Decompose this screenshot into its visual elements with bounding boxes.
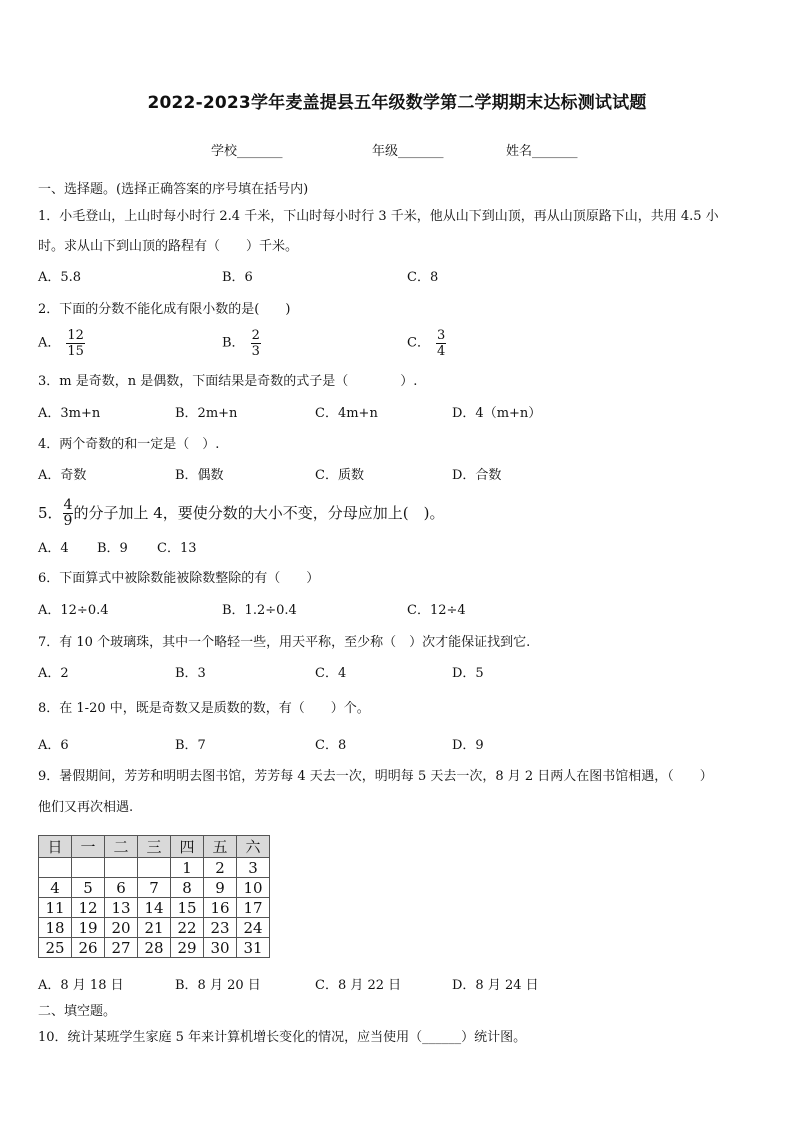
fraction-3-4 — [436, 328, 446, 359]
calendar-cell — [105, 858, 138, 878]
question-7-option-c: C．4 — [315, 666, 347, 681]
question-9-line2: 他们又再次相遇. — [38, 800, 134, 815]
question-5-text: 的分子加上 4，要使分数的大小不变，分母应加上( )。 — [73, 504, 445, 522]
calendar-cell: 2 — [204, 858, 237, 878]
calendar-cell: 17 — [237, 898, 270, 918]
question-8-option-a: A．6 — [38, 738, 69, 753]
calendar-row — [39, 938, 270, 958]
calendar-cell: 24 — [237, 918, 270, 938]
question-5-option-c: C．13 — [157, 541, 197, 556]
fraction-2-3 — [251, 328, 261, 359]
question-1-line1: 1．小毛登山，上山时每小时行 2.4 千米，下山时每小时行 3 千米，他从山下到山顶，再从山顶原路下山，共用 4.5 小 — [38, 209, 719, 224]
question-10: 10．统计某班学生家庭 5 年来计算机增长变化的情况，应当使用（______）统计图。 — [38, 1030, 527, 1045]
calendar-cell: 4 — [39, 878, 72, 898]
question-4-option-a: A．奇数 — [38, 468, 87, 483]
question-5 — [38, 494, 758, 531]
calendar-cell: 7 — [138, 878, 171, 898]
calendar-cell: 10 — [237, 878, 270, 898]
calendar-row — [39, 858, 270, 878]
fraction-4-9 — [63, 498, 74, 529]
question-4: 4．两个奇数的和一定是（ ）. — [38, 437, 220, 452]
question-6-option-a: A．12÷0.4 — [38, 603, 109, 618]
calendar-cell: 5 — [72, 878, 105, 898]
numerator: 12 — [67, 328, 84, 343]
question-9-option-a: A．8 月 18 日 — [38, 978, 124, 993]
question-4-option-d: D．合数 — [452, 468, 502, 483]
calendar-cell: 6 — [105, 878, 138, 898]
august-calendar-table — [38, 835, 270, 958]
calendar-cell — [39, 858, 72, 878]
question-2: 2．下面的分数不能化成有限小数的是( ) — [38, 302, 291, 317]
name-field: 姓名_______ — [506, 144, 578, 159]
question-3-option-b: B．2m+n — [175, 406, 238, 421]
calendar-row — [39, 878, 270, 898]
question-1-option-c: C．8 — [407, 270, 439, 285]
calendar-cell: 15 — [171, 898, 204, 918]
numerator: 4 — [63, 496, 73, 513]
calendar-cell: 25 — [39, 938, 72, 958]
question-7-option-d: D．5 — [452, 666, 484, 681]
grade-field: 年级_______ — [372, 144, 444, 159]
calendar-cell: 22 — [171, 918, 204, 938]
calendar-header-cell: 二 — [105, 836, 138, 858]
question-5-number: 5． — [38, 504, 63, 522]
question-5-option-a: A．4 — [38, 541, 69, 556]
question-1-option-b: B．6 — [222, 270, 253, 285]
question-9-option-b: B．8 月 20 日 — [175, 978, 261, 993]
calendar-header-cell: 三 — [138, 836, 171, 858]
question-5-option-b: B．9 — [97, 541, 128, 556]
question-8: 8．在 1-20 中，既是奇数又是质数的数，有（ ）个。 — [38, 701, 370, 716]
denominator: 3 — [251, 344, 260, 359]
option-c-label: C． — [407, 335, 430, 351]
denominator: 4 — [436, 344, 446, 359]
calendar-header-cell: 六 — [237, 836, 270, 858]
calendar-header-cell: 五 — [204, 836, 237, 858]
question-6: 6．下面算式中被除数能被除数整除的有（ ） — [38, 571, 320, 586]
calendar-cell — [138, 858, 171, 878]
question-6-option-c: C．12÷4 — [407, 603, 466, 618]
question-7-option-b: B．3 — [175, 666, 206, 681]
calendar-cell: 14 — [138, 898, 171, 918]
calendar-cell: 16 — [204, 898, 237, 918]
question-9-option-c: C．8 月 22 日 — [315, 978, 402, 993]
calendar-cell: 20 — [105, 918, 138, 938]
question-2-option-b — [222, 328, 261, 359]
question-1-line2: 时。求从山下到山顶的路程有（ ）千米。 — [38, 239, 299, 254]
question-1-option-a: A．5.8 — [38, 270, 82, 285]
calendar-header-cell: 四 — [171, 836, 204, 858]
question-2-option-c — [407, 328, 446, 359]
numerator: 3 — [436, 328, 446, 343]
calendar-cell: 11 — [39, 898, 72, 918]
numerator: 2 — [251, 328, 260, 343]
calendar-cell — [72, 858, 105, 878]
calendar-cell: 23 — [204, 918, 237, 938]
calendar-header-cell: 日 — [39, 836, 72, 858]
question-8-option-b: B．7 — [175, 738, 206, 753]
option-b-label: B． — [222, 335, 245, 351]
calendar-row — [39, 918, 270, 938]
calendar-row — [39, 898, 270, 918]
question-3: 3．m 是奇数，n 是偶数，下面结果是奇数的式子是（ ）. — [38, 374, 418, 389]
question-8-option-d: D．9 — [452, 738, 484, 753]
question-3-option-a: A．3m+n — [38, 406, 101, 421]
calendar-cell: 28 — [138, 938, 171, 958]
question-3-option-c: C．4m+n — [315, 406, 378, 421]
calendar-cell: 12 — [72, 898, 105, 918]
calendar-header-row — [39, 836, 270, 858]
calendar-cell: 3 — [237, 858, 270, 878]
school-field: 学校_______ — [211, 144, 283, 159]
denominator: 9 — [63, 512, 73, 529]
denominator: 15 — [67, 344, 84, 359]
calendar-cell: 30 — [204, 938, 237, 958]
question-4-option-c: C．质数 — [315, 468, 364, 483]
question-9-option-d: D．8 月 24 日 — [452, 978, 539, 993]
option-a-label: A． — [38, 335, 61, 351]
section-heading-choice: 一、选择题。(选择正确答案的序号填在括号内) — [38, 182, 309, 197]
calendar-cell: 27 — [105, 938, 138, 958]
section-heading-fill-in: 二、填空题。 — [38, 1004, 117, 1019]
calendar-cell: 8 — [171, 878, 204, 898]
calendar-cell: 29 — [171, 938, 204, 958]
question-4-option-b: B．偶数 — [175, 468, 224, 483]
question-6-option-b: B．1.2÷0.4 — [222, 603, 297, 618]
calendar-cell: 13 — [105, 898, 138, 918]
student-info-line — [0, 140, 794, 160]
calendar-header-cell: 一 — [72, 836, 105, 858]
calendar-cell: 19 — [72, 918, 105, 938]
question-7-option-a: A．2 — [38, 666, 69, 681]
question-8-option-c: C．8 — [315, 738, 347, 753]
calendar-cell: 21 — [138, 918, 171, 938]
calendar-cell: 31 — [237, 938, 270, 958]
exam-title: 2022-2023学年麦盖提县五年级数学第二学期期末达标测试试题 — [147, 93, 647, 113]
calendar-cell: 9 — [204, 878, 237, 898]
calendar-cell: 18 — [39, 918, 72, 938]
question-2-option-a — [38, 328, 85, 359]
question-7: 7．有 10 个玻璃珠，其中一个略轻一些，用天平称，至少称（ ）次才能保证找到它. — [38, 635, 531, 650]
question-3-option-d: D．4（m+n） — [452, 406, 542, 421]
calendar-cell: 26 — [72, 938, 105, 958]
fraction-12-15 — [66, 328, 85, 359]
calendar-cell: 1 — [171, 858, 204, 878]
question-9-line1: 9．暑假期间，芳芳和明明去图书馆，芳芳每 4 天去一次，明明每 5 天去一次，8 月 2 日两人在图书馆相遇，（ ） — [38, 769, 713, 784]
